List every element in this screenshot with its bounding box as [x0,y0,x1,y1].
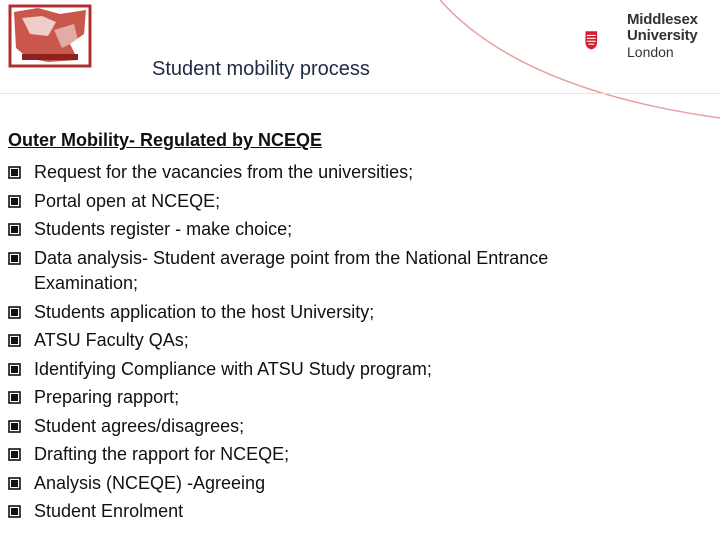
list-item [8,471,634,497]
list-item [8,385,634,411]
list-item-text: Data analysis- Student average point from the National Entrance Examination; [34,247,549,293]
list-item-text: Students application to the host University; [34,301,375,322]
list-item [8,217,634,243]
list-item-text: Student Enrolment [34,501,184,521]
list-item [8,300,634,326]
list-item-text: Identifying Compliance with ATSU Study program; [34,358,432,379]
institution-seal-logo [8,4,92,68]
checkbox-bullet-icon [8,252,21,265]
list-item-text: ATSU Faculty QAs; [34,330,189,350]
middlesex-university-wordmark [627,12,698,60]
section-heading: Outer Mobility- Regulated by NCEQE [8,130,323,150]
list-item-text: Analysis (NCEQE) -Agreeing [34,472,266,493]
title-divider [0,93,720,94]
checkbox-bullet-icon [8,391,21,404]
list-item-text: Request for the vacancies from the universities; [34,162,414,182]
list-item [8,414,634,440]
checkbox-bullet-icon [8,166,21,179]
checkbox-bullet-icon [8,223,21,236]
list-item [8,160,634,186]
list-item-text: Student agrees/disagrees; [34,415,245,436]
process-steps-list [8,160,708,528]
checkbox-bullet-icon [8,195,21,208]
list-item [8,328,634,354]
list-item [8,189,634,215]
list-item-text: Drafting the rapport for NCEQE; [34,444,290,464]
slide-title: Student mobility process [152,58,370,80]
checkbox-bullet-icon [8,363,21,376]
checkbox-bullet-icon [8,505,21,518]
checkbox-bullet-icon [8,420,21,433]
list-item-text: Students register - make choice; [34,219,293,239]
middlesex-shield-icon [584,12,624,68]
list-item [8,357,634,383]
logo-line-2: University [627,27,698,44]
list-item [8,246,634,297]
checkbox-bullet-icon [8,448,21,461]
list-item [8,499,634,525]
checkbox-bullet-icon [8,334,21,347]
logo-line-1: Middlesex [627,11,698,28]
list-item [8,442,634,468]
list-item-text: Preparing rapport; [34,387,180,407]
checkbox-bullet-icon [8,306,21,319]
checkbox-bullet-icon [8,477,21,490]
logo-line-3: London [627,44,674,60]
list-item-text: Portal open at NCEQE; [34,190,221,211]
